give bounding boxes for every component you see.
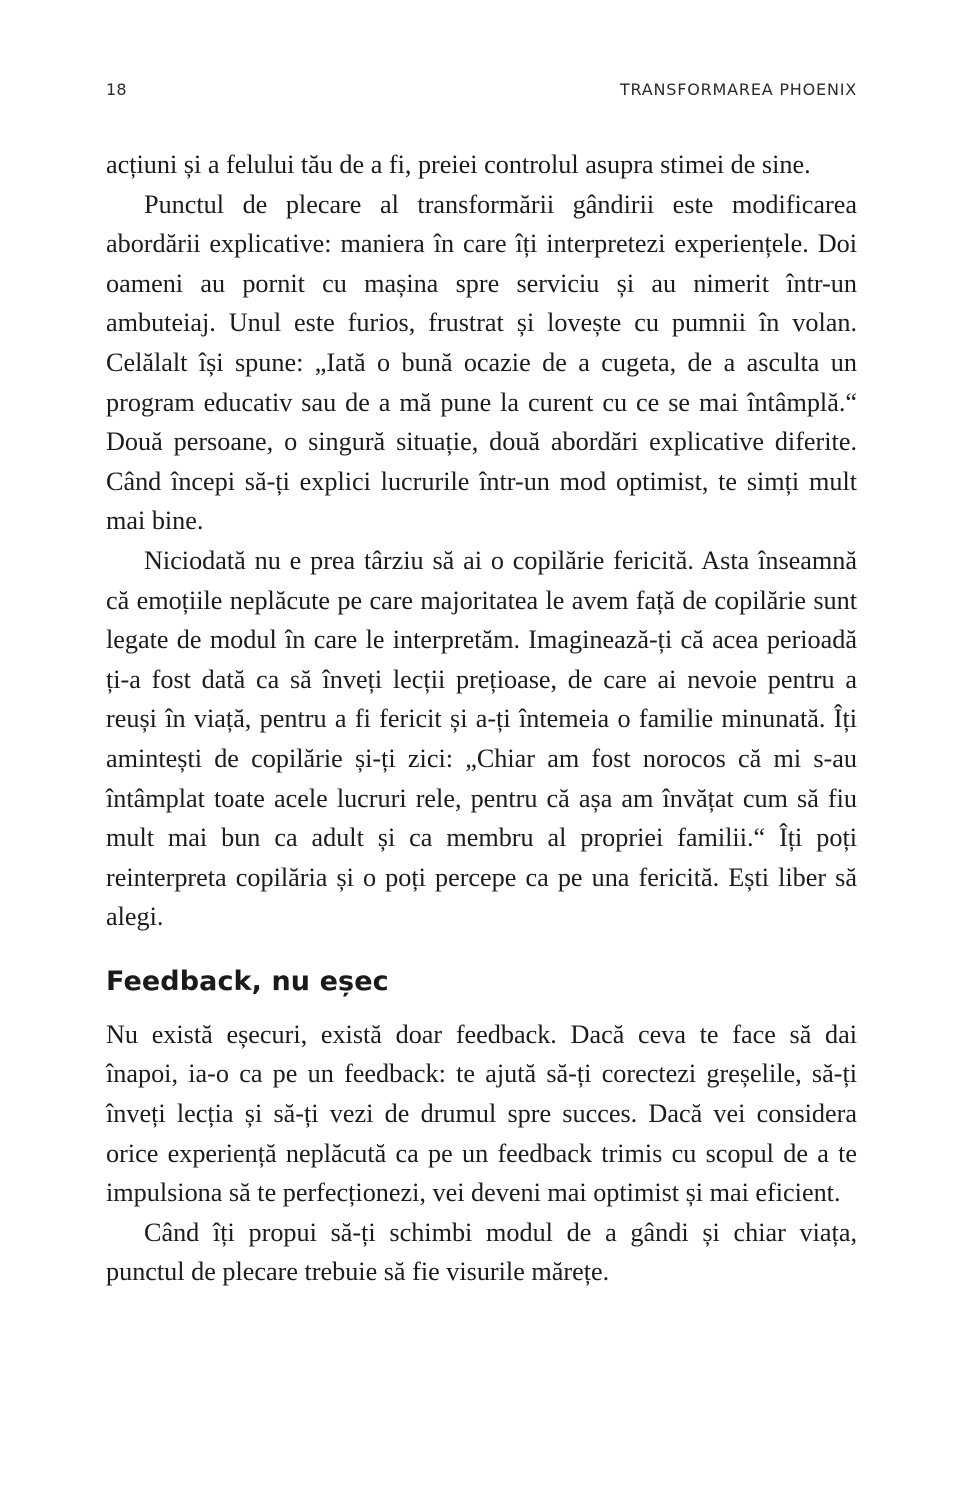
paragraph-continuation: acțiuni și a felului tău de a fi, preiei controlul asupra stimei de sine. [106, 150, 811, 179]
page-body [106, 145, 857, 1292]
paragraph-happy-childhood: Niciodată nu e prea târziu să ai o copilărie fericită. Asta înseamnă că emoțiile neplăcute pe care majoritatea le avem față de copilărie sunt legate de modul în care le interpretăm. Imaginează-ți că acea perioadă ți-a fost dată ca să înveți lecții prețioase, de care ai nevoie pentru a reuși în viață, pentru a fi fericit și a-ți întemeia o familie minunată. Îți amintești de copilărie și-ți zici: „Chiar am fost norocos că mi s-au întâmplat toate acele lucruri rele, pentru că așa am învățat cum să fiu mult mai bun ca adult și ca membru al propriei familii.“ Îți poți reinterpreta copilăria și o poți percepe ca pe una fericită. Ești liber să alegi. [106, 545, 857, 932]
paragraph-explanatory-style: Punctul de plecare al transformării gândirii este modificarea abordării explicative: maniera în care îți interpretezi experiențele. Doi oameni au pornit cu mașina spre serviciu și au nimerit într-un ambuteiaj. Unul este furios, frustrat și lovește cu pumnii în volan. Celălalt își spune: „Iată o bună ocazie de a cugeta, de a asculta un program educativ sau de a mă pune la curent cu ce se mai întâmplă.“ Două persoane, o singură situație, două abordări explicative diferite. Când începi să-ți explici lucrurile într-un mod optimist, te simți mult mai bine. [106, 189, 857, 536]
page-number: 18 [106, 80, 127, 99]
book-title: TRANSFORMAREA PHOENIX [619, 80, 857, 99]
section-heading: Feedback, nu eșec [106, 965, 389, 997]
paragraph-feedback: Nu există eșecuri, există doar feedback. Dacă ceva te face să dai înapoi, ia-o ca pe un feedback: te ajută să-ți corectezi greșelile, să-ți înveți lecția și să-ți vezi de drumul spre succes. Dacă vei considera orice experiență neplăcută ca pe un feedback trimis cu scopul de a te impulsiona să te perfecționezi, vei deveni mai optimist și mai eficient. [106, 1019, 857, 1208]
paragraph-big-dreams: Când îți propui să-ți schimbi modul de a gândi și chiar viața, punctul de plecare trebuie să fie visurile mărețe. [106, 1217, 857, 1287]
running-header [106, 76, 857, 104]
